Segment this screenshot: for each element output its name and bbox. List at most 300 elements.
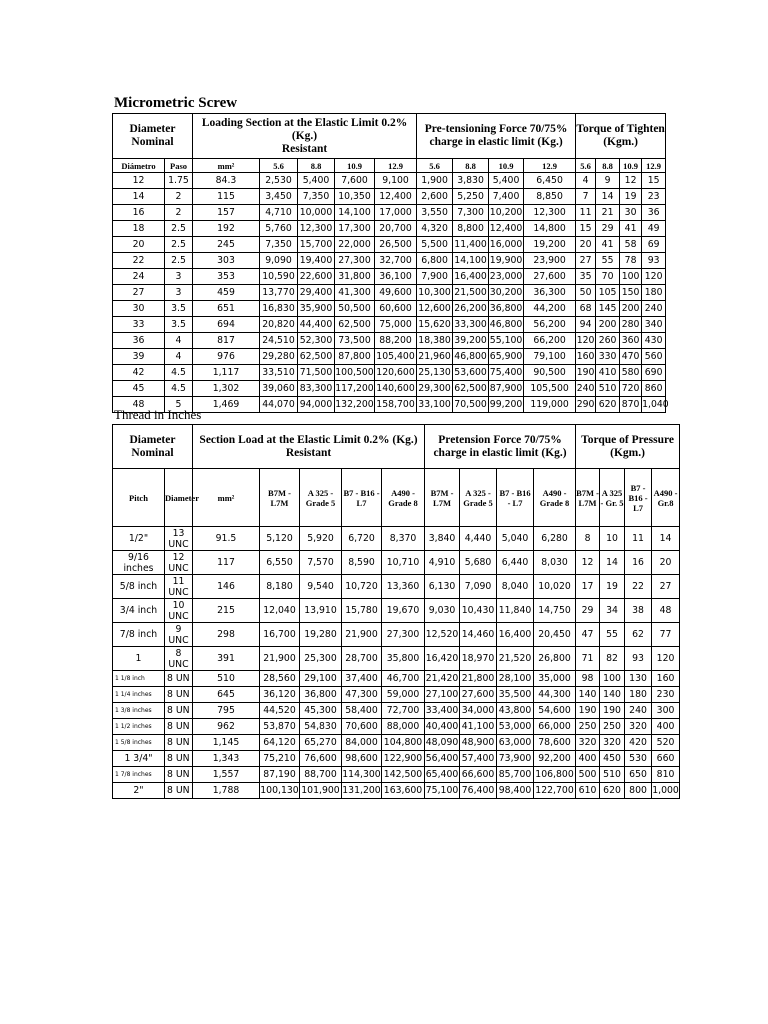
table-cell: 8,030 (534, 551, 576, 575)
table-row (113, 269, 666, 285)
table-cell: 1,788 (193, 783, 260, 799)
table-cell: 459 (193, 285, 260, 301)
table-cell: 87,800 (335, 349, 375, 365)
table-cell: 280 (620, 317, 642, 333)
table-cell: 62,500 (335, 317, 375, 333)
table-cell: 20 (576, 237, 596, 253)
table-cell: 320 (576, 735, 600, 751)
table-cell: 5,760 (260, 221, 298, 237)
table-cell: 13,360 (382, 575, 425, 599)
table-row (113, 317, 666, 333)
table-cell: 12,300 (298, 221, 335, 237)
table-cell: 22,000 (335, 237, 375, 253)
table-cell: 41,100 (460, 719, 497, 735)
table-cell: 620 (596, 397, 620, 413)
table-cell: 46,800 (453, 349, 489, 365)
header-row (113, 425, 680, 469)
table-cell: 2.5 (165, 253, 193, 269)
table-cell: 9 (596, 173, 620, 189)
table-cell: 98,400 (497, 783, 534, 799)
table-cell: 142,500 (382, 767, 425, 783)
table-cell: 49,600 (375, 285, 417, 301)
table-cell: 230 (652, 687, 680, 703)
table-cell: 3 (165, 285, 193, 301)
table-cell: 8,180 (260, 575, 300, 599)
table-cell: 9,030 (425, 599, 460, 623)
table-cell: 8,590 (342, 551, 382, 575)
table-cell: 53,000 (497, 719, 534, 735)
table-cell: 30 (620, 205, 642, 221)
table-cell: 9,090 (260, 253, 298, 269)
table-cell: 117,200 (335, 381, 375, 397)
table-cell: 56,400 (425, 751, 460, 767)
table-cell: 420 (625, 735, 652, 751)
table-cell: 1 1/4 inches (113, 687, 165, 703)
table-cell: 36 (113, 333, 165, 349)
table-cell: 360 (620, 333, 642, 349)
table-cell: 27,300 (335, 253, 375, 269)
table-cell: 4 (165, 333, 193, 349)
table-cell: 32,700 (375, 253, 417, 269)
table-cell: 100 (600, 671, 625, 687)
table-cell: 200 (596, 317, 620, 333)
table-cell: 10 (600, 527, 625, 551)
loading-title: Loading Section at the Elastic Limit 0.2% (Kg.) (201, 116, 408, 142)
table-cell: 1 3/4" (113, 751, 165, 767)
table-cell: 160 (652, 671, 680, 687)
table-cell: 6,440 (497, 551, 534, 575)
table-cell: 94 (576, 317, 596, 333)
table-cell: 17,300 (335, 221, 375, 237)
table-cell: 65,400 (425, 767, 460, 783)
table-cell: 8 UN (165, 671, 193, 687)
table-cell: 105,500 (524, 381, 576, 397)
table-cell: 21,520 (497, 647, 534, 671)
table-cell: 510 (600, 767, 625, 783)
table-cell: 57,400 (460, 751, 497, 767)
table-cell: 9 UNC (165, 623, 193, 647)
table-row (113, 671, 680, 687)
table-cell: 8 UN (165, 735, 193, 751)
table-cell: 17,000 (375, 205, 417, 221)
table-cell: 78 (620, 253, 642, 269)
table-cell: 8 UN (165, 719, 193, 735)
table-cell: 5,400 (489, 173, 524, 189)
table-row (113, 365, 666, 381)
table-cell: 26,200 (453, 301, 489, 317)
table-cell: 75,210 (260, 751, 300, 767)
table-cell: 41 (596, 237, 620, 253)
table-cell: 82 (600, 647, 625, 671)
subheader-cell: A490 - Grade 8 (382, 469, 425, 527)
table-cell: 105,400 (375, 349, 417, 365)
subheader-cell: 12.9 (642, 159, 666, 173)
table-cell: 23 (642, 189, 666, 205)
table-cell: 70,600 (342, 719, 382, 735)
table-cell: 962 (193, 719, 260, 735)
table-cell: 119,000 (524, 397, 576, 413)
table-cell: 580 (620, 365, 642, 381)
table-cell: 190 (600, 703, 625, 719)
table-cell: 55,100 (489, 333, 524, 349)
table-cell: 115 (193, 189, 260, 205)
table-cell: 56,200 (524, 317, 576, 333)
table-cell: 13 UNC (165, 527, 193, 551)
table-cell: 66,600 (460, 767, 497, 783)
table-cell: 6,450 (524, 173, 576, 189)
table-cell: 450 (600, 751, 625, 767)
table-cell: 94,000 (298, 397, 335, 413)
table-cell: 12 (620, 173, 642, 189)
table-cell: 10,430 (460, 599, 497, 623)
inch-table-body (113, 527, 680, 799)
table-cell: 5/8 inch (113, 575, 165, 599)
table-cell: 19,400 (298, 253, 335, 269)
table-row (113, 381, 666, 397)
table-cell: 610 (576, 783, 600, 799)
table-cell: 90,500 (524, 365, 576, 381)
table-cell: 99,200 (489, 397, 524, 413)
table-cell: 62,500 (453, 381, 489, 397)
table-cell: 14 (596, 189, 620, 205)
table-cell: 69 (642, 237, 666, 253)
table-cell: 28,560 (260, 671, 300, 687)
table-cell: 215 (193, 599, 260, 623)
table-cell: 16,400 (497, 623, 534, 647)
table-cell: 650 (625, 767, 652, 783)
table-cell: 48,900 (460, 735, 497, 751)
table-cell: 8,850 (524, 189, 576, 205)
table-cell: 4,440 (460, 527, 497, 551)
table-cell: 45,300 (300, 703, 342, 719)
header-row (113, 114, 666, 159)
table-cell: 83,300 (298, 381, 335, 397)
table-cell: 21,900 (342, 623, 382, 647)
table-cell: 21,800 (460, 671, 497, 687)
table-cell: 60,600 (375, 301, 417, 317)
table-cell: 53,870 (260, 719, 300, 735)
table-cell: 44,070 (260, 397, 298, 413)
table-cell: 46,700 (382, 671, 425, 687)
table-cell: 157 (193, 205, 260, 221)
table-cell: 19 (600, 575, 625, 599)
table-cell: 145 (596, 301, 620, 317)
table-cell: 8,370 (382, 527, 425, 551)
table-cell: 27,600 (524, 269, 576, 285)
table-cell: 158,700 (375, 397, 417, 413)
table-cell: 13,770 (260, 285, 298, 301)
table-cell: 47,300 (342, 687, 382, 703)
table-cell: 92,200 (534, 751, 576, 767)
table-cell: 131,200 (342, 783, 382, 799)
table-cell: 122,900 (382, 751, 425, 767)
table-cell: 8 UN (165, 783, 193, 799)
table-cell: 560 (642, 349, 666, 365)
table-cell: 21,500 (453, 285, 489, 301)
table-cell: 63,000 (497, 735, 534, 751)
table-cell: 3,830 (453, 173, 489, 189)
table-cell: 66,200 (524, 333, 576, 349)
table-row (113, 189, 666, 205)
table-cell: 29,280 (260, 349, 298, 365)
table-cell: 860 (642, 381, 666, 397)
table-cell: 2.5 (165, 221, 193, 237)
table-cell: 44,200 (524, 301, 576, 317)
table-cell: 146 (193, 575, 260, 599)
table-cell: 20 (113, 237, 165, 253)
table-cell: 690 (642, 365, 666, 381)
table-cell: 4,910 (425, 551, 460, 575)
table-cell: 23,000 (489, 269, 524, 285)
table-cell: 37,400 (342, 671, 382, 687)
table-cell: 25,130 (417, 365, 453, 381)
table-cell: 75,000 (375, 317, 417, 333)
subheader-cell: Diameter (165, 469, 193, 527)
table-cell: 240 (576, 381, 596, 397)
table-cell: 105 (596, 285, 620, 301)
table-row (113, 735, 680, 751)
loading-header (193, 114, 417, 159)
table-cell: 36 (642, 205, 666, 221)
table-cell: 68 (576, 301, 596, 317)
table-cell: 65,270 (300, 735, 342, 751)
table-cell: 78,600 (534, 735, 576, 751)
table-cell: 44,300 (534, 687, 576, 703)
table-cell: 47 (576, 623, 600, 647)
table-cell: 27,300 (382, 623, 425, 647)
subheader-cell: 5.6 (576, 159, 596, 173)
table-cell: 8 UNC (165, 647, 193, 671)
table-cell: 120 (642, 269, 666, 285)
table-cell: 35,800 (382, 647, 425, 671)
table-cell: 510 (596, 381, 620, 397)
table-cell: 29,100 (300, 671, 342, 687)
table-cell: 651 (193, 301, 260, 317)
table-cell: 117 (193, 551, 260, 575)
table-cell: 192 (193, 221, 260, 237)
table-cell: 48 (652, 599, 680, 623)
table-cell: 65,900 (489, 349, 524, 365)
torque-header: Torque of Pressure (Kgm.) (576, 425, 680, 469)
subheader-cell: 12.9 (524, 159, 576, 173)
table-cell: 16 (113, 205, 165, 221)
table-cell: 795 (193, 703, 260, 719)
table-cell: 660 (652, 751, 680, 767)
table-cell: 140,600 (375, 381, 417, 397)
table-cell: 11,840 (497, 599, 534, 623)
table-cell: 28,700 (342, 647, 382, 671)
table-cell: 16 (625, 551, 652, 575)
table-cell: 26,500 (375, 237, 417, 253)
table-cell: 1,117 (193, 365, 260, 381)
table-cell: 39,060 (260, 381, 298, 397)
table-cell: 320 (600, 735, 625, 751)
table-row (113, 647, 680, 671)
subheader-cell: 8.8 (596, 159, 620, 173)
table-cell: 810 (652, 767, 680, 783)
subheader-cell: 8.8 (453, 159, 489, 173)
table-row (113, 301, 666, 317)
table-cell: 29 (596, 221, 620, 237)
table-cell: 98 (576, 671, 600, 687)
table-cell: 6,130 (425, 575, 460, 599)
table-cell: 87,900 (489, 381, 524, 397)
torque-header: Torque of Tighten (Kgm.) (576, 114, 666, 159)
table-cell: 7,600 (335, 173, 375, 189)
table-cell: 14 (113, 189, 165, 205)
table-cell: 5,680 (460, 551, 497, 575)
table-cell: 12,040 (260, 599, 300, 623)
table-cell: 5,920 (300, 527, 342, 551)
table-cell: 10,020 (534, 575, 576, 599)
table-cell: 520 (652, 735, 680, 751)
table-cell: 130 (625, 671, 652, 687)
table-cell: 76,600 (300, 751, 342, 767)
table-cell: 16,830 (260, 301, 298, 317)
table-row (113, 751, 680, 767)
table-cell: 163,600 (382, 783, 425, 799)
table-cell: 720 (620, 381, 642, 397)
table-cell: 88,700 (300, 767, 342, 783)
table-cell: 694 (193, 317, 260, 333)
table-row (113, 349, 666, 365)
table-cell: 79,100 (524, 349, 576, 365)
table-cell: 7/8 inch (113, 623, 165, 647)
table-cell: 8 UN (165, 687, 193, 703)
table-cell: 3/4 inch (113, 599, 165, 623)
table-cell: 6,800 (417, 253, 453, 269)
table-cell: 10,590 (260, 269, 298, 285)
subheader-cell: Diámetro (113, 159, 165, 173)
table-cell: 33 (113, 317, 165, 333)
table-cell: 30,200 (489, 285, 524, 301)
table-cell: 25,300 (300, 647, 342, 671)
table-cell: 10,200 (489, 205, 524, 221)
table-cell: 20,820 (260, 317, 298, 333)
resistant-label: Resistant (281, 142, 328, 155)
table-cell: 4 (576, 173, 596, 189)
table-cell: 250 (576, 719, 600, 735)
table-cell: 29,400 (298, 285, 335, 301)
subheader-cell: 10.9 (620, 159, 642, 173)
table-cell: 9/16 inches (113, 551, 165, 575)
table-cell: 190 (576, 703, 600, 719)
table-cell: 22 (113, 253, 165, 269)
table-cell: 353 (193, 269, 260, 285)
table-cell: 18,380 (417, 333, 453, 349)
resistant-label: Resistant (285, 446, 332, 459)
table-cell: 5 (165, 397, 193, 413)
table-cell: 120,600 (375, 365, 417, 381)
table-row (113, 687, 680, 703)
table-cell: 35 (576, 269, 596, 285)
table-cell: 320 (625, 719, 652, 735)
table-cell: 76,400 (460, 783, 497, 799)
subheader-cell: B7 - B16 - L7 (497, 469, 534, 527)
table-cell: 16,700 (260, 623, 300, 647)
table-cell: 100 (620, 269, 642, 285)
table-cell: 180 (642, 285, 666, 301)
table-cell: 140 (576, 687, 600, 703)
table-cell: 4.5 (165, 381, 193, 397)
table-cell: 7,090 (460, 575, 497, 599)
table-cell: 66,000 (534, 719, 576, 735)
table-cell: 5,250 (453, 189, 489, 205)
table-cell: 2 (165, 189, 193, 205)
table-cell: 20 (652, 551, 680, 575)
table-cell: 1,000 (652, 783, 680, 799)
table-cell: 35,900 (298, 301, 335, 317)
table-cell: 10 UNC (165, 599, 193, 623)
table-cell: 5,400 (298, 173, 335, 189)
table-cell: 101,900 (300, 783, 342, 799)
table-cell: 11 (576, 205, 596, 221)
table-cell: 400 (576, 751, 600, 767)
table-cell: 410 (596, 365, 620, 381)
table-cell: 7,350 (298, 189, 335, 205)
table-cell: 36,100 (375, 269, 417, 285)
table-cell: 976 (193, 349, 260, 365)
table-cell: 48 (113, 397, 165, 413)
table-cell: 290 (576, 397, 596, 413)
table-cell: 5,500 (417, 237, 453, 253)
table-cell: 2" (113, 783, 165, 799)
table-cell: 52,300 (298, 333, 335, 349)
table-cell: 53,600 (453, 365, 489, 381)
table-cell: 8 UN (165, 703, 193, 719)
table-cell: 245 (193, 237, 260, 253)
table-row (113, 783, 680, 799)
table-cell: 4 (165, 349, 193, 365)
table-cell: 1,557 (193, 767, 260, 783)
table-cell: 2 (165, 205, 193, 221)
table-cell: 190 (576, 365, 596, 381)
table-cell: 10,350 (335, 189, 375, 205)
table-cell: 84.3 (193, 173, 260, 189)
table-cell: 16,000 (489, 237, 524, 253)
table-cell: 4,320 (417, 221, 453, 237)
table-cell: 49 (642, 221, 666, 237)
table-cell: 33,100 (417, 397, 453, 413)
table-cell: 14 (652, 527, 680, 551)
table-cell: 35,000 (534, 671, 576, 687)
table-cell: 29,300 (417, 381, 453, 397)
table-cell: 36,800 (489, 301, 524, 317)
table-cell: 12 UNC (165, 551, 193, 575)
table-cell: 23,900 (524, 253, 576, 269)
table-cell: 12,600 (417, 301, 453, 317)
table-cell: 87,190 (260, 767, 300, 783)
table-cell: 6,720 (342, 527, 382, 551)
table-cell: 50 (576, 285, 596, 301)
metric-screw-table (112, 113, 669, 413)
inch-title: Thread in Inches (114, 407, 202, 422)
table-cell: 150 (620, 285, 642, 301)
table-cell: 8 UN (165, 751, 193, 767)
table-cell: 36,300 (524, 285, 576, 301)
table-cell: 1,343 (193, 751, 260, 767)
table-cell: 36,800 (300, 687, 342, 703)
table-cell: 19,900 (489, 253, 524, 269)
subheader-cell: B7M - L7M (260, 469, 300, 527)
table-cell: 14,460 (460, 623, 497, 647)
table-cell: 1,302 (193, 381, 260, 397)
table-cell: 19,670 (382, 599, 425, 623)
table-cell: 22 (625, 575, 652, 599)
table-cell: 10,720 (342, 575, 382, 599)
pretension-header: Pre-tensioning Force 70/75% charge in elastic limit (Kg.) (417, 114, 576, 159)
table-row (113, 719, 680, 735)
